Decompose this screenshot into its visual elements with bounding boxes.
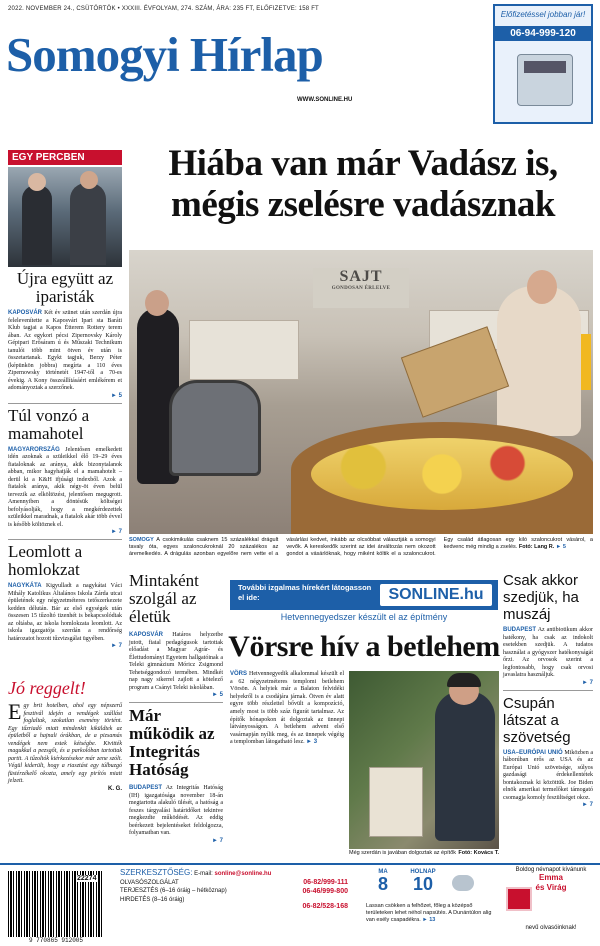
mid-column bbox=[129, 572, 223, 844]
weather-text: Lassan csökken a felhőzet, főleg a középső területeken lehet néhol napsütés. A Dunántúlon alig van esély csapadékra. ► 13 bbox=[366, 903, 492, 923]
column-author: K. G. bbox=[107, 785, 122, 792]
section-tag: EGY PERCBEN bbox=[8, 150, 122, 165]
story-headline[interactable]: Túl vonzó a mamahotel bbox=[8, 405, 90, 443]
story-headline[interactable]: Újra együtt az iparisták bbox=[16, 269, 114, 306]
nameday-box: Boldog névnapot kívánunk Emma és Virág nevű olvasóinknak! bbox=[515, 867, 587, 931]
story-text: BUDAPEST Az antibiotikum akkor hatékony, ha csak az indokolt esetekben szedjük. A tudatos használat a gyógyszer hatékonyságát őrzi. Az orvosok szerint a legfontosabb, hogy csak orvosi javaslatra használjuk. bbox=[503, 627, 593, 678]
sidebar bbox=[8, 150, 122, 649]
story-place: MAGYARORSZÁG bbox=[8, 446, 60, 453]
story-headline[interactable]: Csupán látszat a szövetség bbox=[503, 694, 571, 746]
footer bbox=[0, 863, 600, 946]
story-text: MAGYARORSZÁG Jelentősen emelkedett idén azoknak a szüleikkel élő 19–29 éves fiataloknak az aránya, akik bizonytalanok abban, mikor hagyhatják el a mamahotelt – derül ki a K&H ifjúsági indexből. Azok a fiatalok aránya, akik négy-öt éven belül tervezik az elköltözést, jelentősen megugrott. Amennyiben a döntésük költségei befolyásolják, hogy a megkérdezettek szüleikkel maradnak, a fiatalok akár több évvel is később költöznek el. bbox=[8, 446, 122, 528]
page-ref: ► 7 bbox=[111, 529, 122, 535]
photo-sign: SAJT GONDOSAN ÉRLELVE bbox=[313, 268, 409, 308]
feature-photo bbox=[349, 671, 499, 849]
story-text: BUDAPEST Az Integritás Hatóság (IH) igazgatósága november 18-án megtartotta alakuló ülését, a hatóság a feszes tárgyalási határidőket tekintve megkezdte működését. Az eddig beérkezett bejelentéseket feldolgozza, folyamatban van. bbox=[129, 785, 223, 836]
dateline: 2022. NOVEMBER 24., CSÜTÖRTÖK • XXXIII. ÉVFOLYAM, 274. SZÁM, ÁRA: 235 FT, ELŐFIZETVE: 158 FT bbox=[8, 6, 319, 12]
website-link[interactable]: WWW.SONLINE.HU bbox=[297, 97, 353, 103]
photo-caption: SOMOGY A csokimikulás csaknem 15 százalékkal drágult tavaly óta, egyes szaloncukroknál 20 százalékos az áremelkedés. A drágulás azonban egyelőre nem vette el a vásárlási kedvet, inkább az olcsóbbat választják a somogyi vevők. A kereskedők szerint az idei árváltozás nem okozott gondot a vásárlóknak, hogy miként költik el a szaloncukrot. Egy család átlagosan egy kiló szaloncukrot vásárol, a kedvenc még mindig a zselés. Fotó: Lang R. ► 5 bbox=[129, 537, 593, 557]
story-text: KAPOSVÁR Két év szünet után szerdán újra felelevenítette a Kaposvári Ipari sta Baráti Klub tagjai a Kapos Étterem Rottery terem ában. Az egykori pécsi Zipernovsky Károly Gépipari Erősáram ú és Műszaki Technikum tanulói több mint ötven év után is összetartanak. Egykt tagjuk, Berzy Péter (képünkön jobbra) megírta a 110 éves Zipernowsky történetét 1947-től a 70-es évekig. A Kony összeállításáért emlékérem et adományoztak a szerzőnek. bbox=[8, 310, 122, 391]
promo-text: Előfizetéssel jobban jár! bbox=[500, 10, 586, 19]
weather-today: MA 8 bbox=[377, 869, 388, 894]
morning-column bbox=[8, 678, 122, 792]
story-text: NAGYKÁTA Kigyulladt a nagykátai Váci Mihály Katolikus Általános Iskola Zárda utcai épületének egy négyzetméteres tetőszerkezete kedden délután. Bár az első egységek után összesen 15 tűzoltó tizenhét is bekapcsolódtak az oltásba, az iskola homlokzata leomlott. Az iskola igazgatója szerdán a rendőrség határozatot hozott tűzvizsgálat ügyében. bbox=[8, 583, 122, 642]
banner-text: További izgalmas hírekért látogasson el ide: bbox=[238, 583, 372, 602]
editorial-contacts: SZERKESZTŐSÉG: E-mail: sonline@sonline.hu OLVASÓSZOLGÁLAT TERJESZTÉS (6–16 óráig – hétköznap) 06-82/999-111 HIRDETÉS (8–16 óráig) 06-46/999-800 06-82/528-168 bbox=[120, 868, 348, 911]
story-headline[interactable]: Csak akkor szedjük, ha muszáj bbox=[503, 572, 579, 623]
story-headline[interactable]: Már működik az Integritás Hatóság bbox=[129, 706, 215, 779]
promo-phone: 06-94-999-120 bbox=[495, 26, 591, 41]
telephone-icon bbox=[517, 54, 573, 106]
feature-text: VÖRS Hetvennegyedik alkalommal készült el a 62 négyzetméteres templomi betlehem Vörsön. A helyiek már a Balaton felvidéki helyekről is a csodájára járnak. Ötven év alatt egyre több részlettel bővült a kompozíció, amely most is több száz figurát tartalmaz. Az építők hónapokon át dolgoztak az ünnepi látványosságon. A betlehem advent első vasárnapján nyílik meg, és az ünnepek végéig a templomban látogatható lesz. ► 3 bbox=[230, 671, 345, 746]
online-banner[interactable] bbox=[230, 580, 498, 610]
page-ref: ► 5 bbox=[111, 392, 122, 399]
barcode-number: 9 770865 912005 bbox=[28, 937, 83, 944]
main-photo bbox=[129, 250, 593, 534]
story-headline[interactable]: Mintaként szolgál az életük bbox=[129, 571, 199, 626]
masthead-title: Somogyi Hírlap bbox=[6, 27, 323, 82]
column-title[interactable]: Jó reggelt! bbox=[8, 678, 86, 698]
issue-number: 22274 bbox=[77, 875, 97, 882]
column-text: Egy brit hotelben, ahol egy népszerű fesztivál idején a vendégek szállást foglaltak, szokatlan esemény történt. Egy tűzriadó miatt mindenkit kiküldtek az épületből a hajnali órákban, de a pizsamás vendégek nem estek kétségbe. Kivitték magukkal a pezsgőt, és a parkolóban tartottak partit. A tűzoltók kiérkezésekor már zene szólt. Végül kiderült, hogy a riasztást egy túlbuzgó füstérzékelő okozta, amely egy pirítós miatt jelzett. bbox=[8, 699, 122, 784]
subscription-promo[interactable] bbox=[493, 4, 593, 124]
feature-kicker: Hetvennegyedszer készült el az építmény bbox=[280, 612, 448, 622]
gift-icon bbox=[506, 887, 532, 911]
story-place: NAGYKÁTA bbox=[8, 583, 42, 589]
story-text: USA–EURÓPAI UNIÓ Miközben a háborúban erős az USA és az Európai Unió szövetsége, súlyos gazdasági érdekellentétek bontakoznak ki közöttük. Joe Biden elnök amerikai termelőket támogató csomagja komoly feszültséget okoz. bbox=[503, 749, 593, 801]
weather-tomorrow: HOLNAP 10 bbox=[410, 869, 436, 894]
page-ref: ► 7 bbox=[212, 837, 223, 844]
feature-caption: Még szerdán is javában dolgoztak az építők Fotó: Kovács T. bbox=[349, 850, 499, 856]
right-column bbox=[503, 572, 593, 808]
main-headline[interactable]: Hiába van már Vadász is, mégis zselésre vadásznak bbox=[168, 143, 558, 225]
page-ref: ► 7 bbox=[111, 643, 122, 649]
banner-site[interactable]: SONLINE.hu bbox=[380, 584, 492, 606]
page-ref: ► 5 bbox=[212, 692, 223, 698]
story-text: KAPOSVÁR Határos helyzetbe jutott, fiatal pedagógusok tartottak előadást a Magyar Agrár- és Élettudományi Egyetem hallgatóinak a Teleki gimnázium Móricz Zsigmond Tehetséggondozó termében. Mindkét nap nagy sikerrel zajlott a kötelező program a Csányi Teleki iskolában. bbox=[129, 632, 223, 691]
cloud-icon bbox=[452, 875, 474, 891]
page-ref: ► 7 bbox=[582, 679, 593, 686]
feature-headline[interactable]: Vörsre hív a betlehem bbox=[228, 630, 500, 663]
story-place: KAPOSVÁR bbox=[8, 310, 43, 316]
story-headline[interactable]: Leomlott a homlokzat bbox=[8, 542, 83, 579]
sidebar-photo bbox=[8, 167, 122, 267]
page-ref: ► 7 bbox=[582, 802, 593, 808]
